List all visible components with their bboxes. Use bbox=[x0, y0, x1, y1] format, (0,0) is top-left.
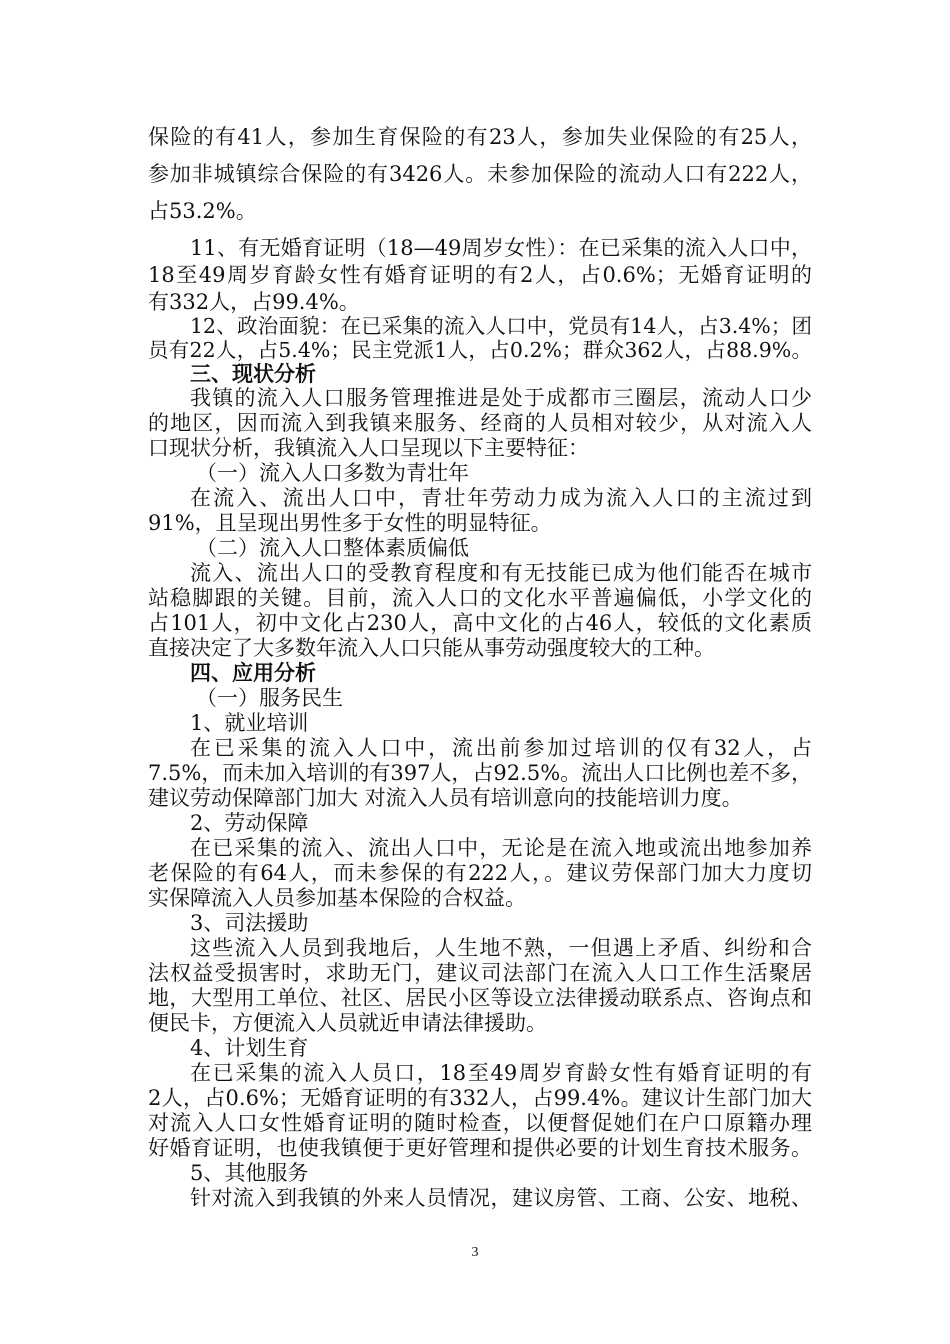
text-line: 11、有无婚育证明（18—49周岁女性）：在已采集的流入人口中， bbox=[190, 236, 812, 260]
text-line: 参加非城镇综合保险的有3426人。未参加保险的流动人口有222人， bbox=[148, 162, 812, 186]
text-line: 流入、流出人口的受教育程度和有无技能已成为他们能否在城市 bbox=[190, 561, 812, 585]
text-line: 在已采集的流入人员口，18至49周岁育龄女性有婚育证明的有 bbox=[190, 1061, 812, 1085]
text-line: 老保险的有64人，而未参保的有222人，。建议劳保部门加大力度切 bbox=[148, 861, 812, 885]
item-heading: 4、计划生育 bbox=[190, 1036, 309, 1060]
text-line: 12、政治面貌：在已采集的流入人口中，党员有14人，占3.4%；团 bbox=[190, 314, 812, 338]
section-heading: 四、应用分析 bbox=[190, 661, 316, 685]
text-line: 法权益受损害时，求助无门，建议司法部门在流入人口工作生活聚居 bbox=[148, 961, 812, 985]
text-line: 这些流入人员到我地后，人生地不熟，一但遇上矛盾、纠纷和合 bbox=[190, 936, 812, 960]
item-heading: 5、其他服务 bbox=[190, 1161, 309, 1185]
text-line: 建议劳动保障部门加大 对流入人员有培训意向的技能培训力度。 bbox=[148, 786, 743, 810]
text-line: 口现状分析，我镇流入人口呈现以下主要特征： bbox=[148, 436, 589, 460]
item-heading: 3、司法援助 bbox=[190, 911, 309, 935]
text-line: 在已采集的流入人口中，流出前参加过培训的仅有32人，占 bbox=[190, 736, 812, 760]
text-line: 在流入、流出人口中，青壮年劳动力成为流入人口的主流过到 bbox=[190, 486, 812, 510]
text-line: 对流入人口女性婚育证明的随时检查，以便督促她们在户口原籍办理 bbox=[148, 1111, 812, 1135]
text-line: 实保障流入人员参加基本保险的合权益。 bbox=[148, 886, 526, 910]
text-line: 占101人，初中文化占230人，高中文化的占46人，较低的文化素质 bbox=[148, 611, 812, 635]
text-line: 7.5%，而未加入培训的有397人，占92.5%。流出人口比例也差不多， bbox=[148, 761, 813, 785]
text-line: 保险的有41人，参加生育保险的有23人，参加失业保险的有25人， bbox=[148, 125, 812, 149]
subsection-heading: （一）服务民生 bbox=[196, 686, 343, 710]
text-line: 有332人，占99.4%。 bbox=[148, 290, 360, 314]
text-line: 员有22人，占5.4%；民主党派1人，占0.2%；群众362人，占88.9%。 bbox=[148, 338, 812, 362]
text-line: 便民卡，方便流入人员就近申请法律援助。 bbox=[148, 1011, 547, 1035]
text-line: 地，大型用工单位、社区、居民小区等设立法律援动联系点、咨询点和 bbox=[148, 986, 812, 1010]
text-line: 直接决定了大多数年流入人口只能从事劳动强度较大的工种。 bbox=[148, 636, 715, 660]
item-heading: 2、劳动保障 bbox=[190, 811, 309, 835]
text-line: 好婚育证明，也使我镇便于更好管理和提供必要的计划生育技术服务。 bbox=[148, 1136, 812, 1160]
page-number: 3 bbox=[471, 1245, 479, 1260]
text-line: 针对流入到我镇的外来人员情况，建议房管、工商、公安、地税、 bbox=[190, 1186, 812, 1210]
text-line: 我镇的流入人口服务管理推进是处于成都市三圈层，流动人口少 bbox=[190, 386, 812, 410]
subsection-heading: （一）流入人口多数为青壮年 bbox=[196, 461, 469, 485]
text-line: 站稳脚跟的关键。目前，流入人口的文化水平普遍偏低，小学文化的 bbox=[148, 586, 812, 610]
text-line: 2人，占0.6%；无婚育证明的有332人，占99.4%。建议计生部门加大 bbox=[148, 1086, 812, 1110]
text-line: 91%，且呈现出男性多于女性的明显特征。 bbox=[148, 511, 552, 535]
item-heading: 1、就业培训 bbox=[190, 711, 309, 735]
text-line: 的地区，因而流入到我镇来服务、经商的人员相对较少，从对流入人 bbox=[148, 411, 812, 435]
subsection-heading: （二）流入人口整体素质偏低 bbox=[196, 536, 469, 560]
text-line: 18至49周岁育龄女性有婚育证明的有2人，占0.6%；无婚育证明的 bbox=[148, 263, 812, 287]
section-heading: 三、现状分析 bbox=[190, 362, 316, 386]
text-line: 占53.2%。 bbox=[148, 199, 257, 223]
text-line: 在已采集的流入、流出人口中，无论是在流入地或流出地参加养 bbox=[190, 836, 812, 860]
